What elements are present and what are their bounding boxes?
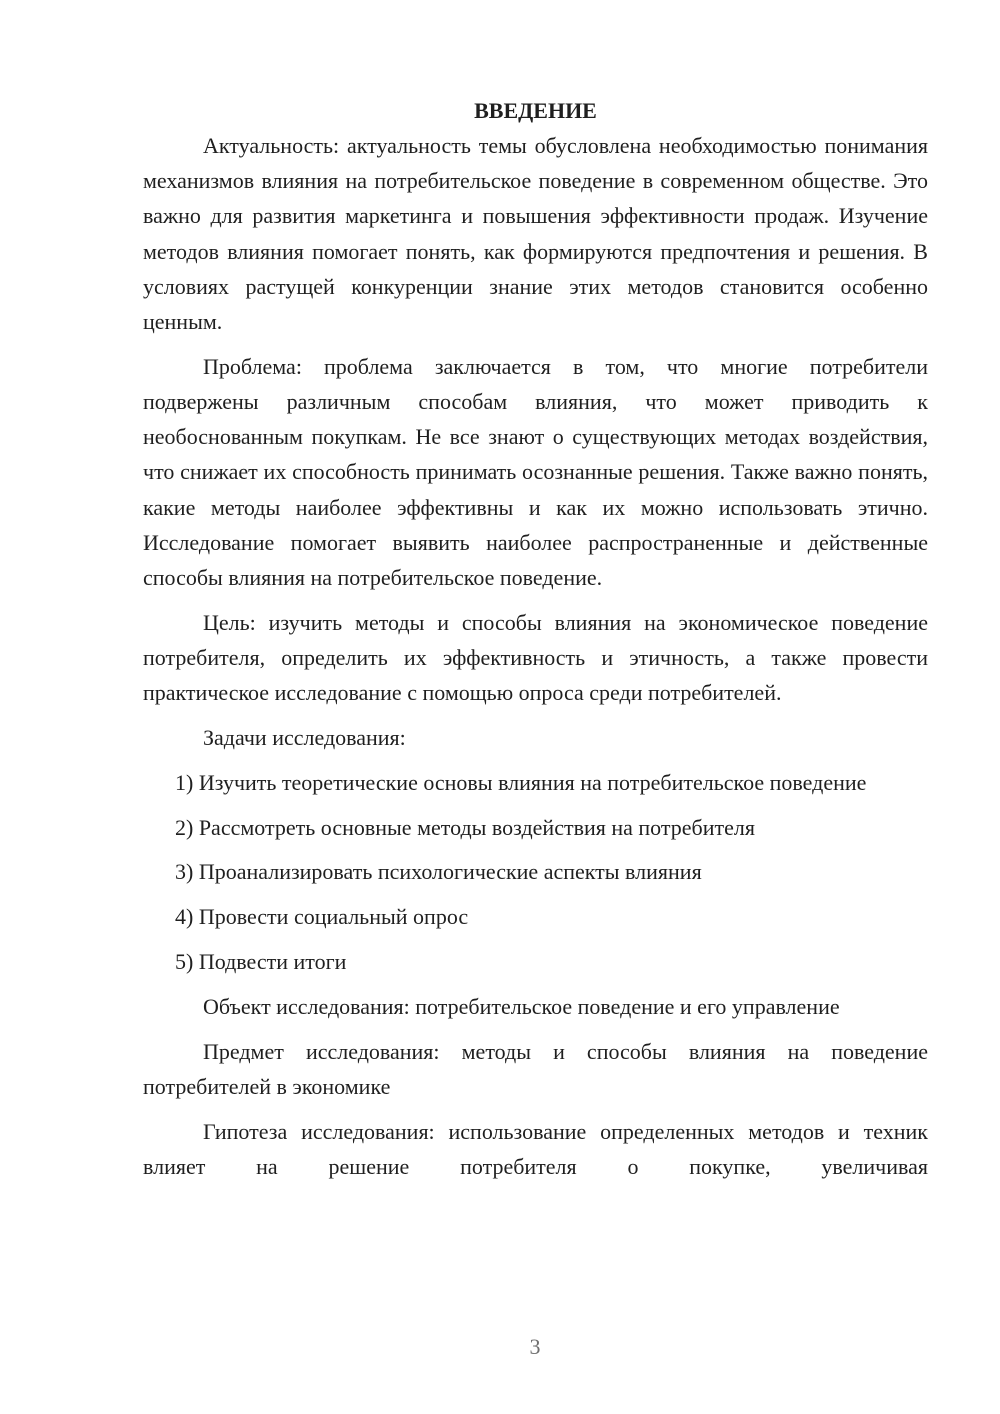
paragraph-object: Объект исследования: потребительское поведение и его управление <box>203 993 840 1019</box>
task-item-1: 1) Изучить теоретические основы влияния на потребительское поведение <box>175 769 867 795</box>
task-item-3: 3) Проанализировать психологические аспекты влияния <box>175 859 702 885</box>
page-number: 3 <box>529 1334 541 1359</box>
tasks-heading: Задачи исследования: <box>203 725 406 751</box>
paragraph-hypothesis: Гипотеза исследования: использование определенных методов и техник влияет на решение потребителя о покупке, увеличивая <box>143 1118 928 1179</box>
page-content <box>143 93 928 1184</box>
page-title: ВВЕДЕНИЕ <box>474 98 597 123</box>
paragraph-problem: Проблема: проблема заключается в том, что многие потребители подвержены различным способам влияния, что может приводить к необоснованным покупкам. Не все знают о существующих методах воздействия, что снижает их способность принимать осознанные решения. Также важно понять, какие методы наиболее эффективны и как их можно использовать этично. Исследование помогает выявить наиболее распространенные и действенные способы влияния на потребительское поведение. <box>143 353 928 591</box>
task-item-4: 4) Провести социальный опрос <box>175 904 469 930</box>
paragraph-relevance: Актуальность: актуальность темы обусловлена необходимостью понимания механизмов влияния на потребительское поведение в современном обществе. Это важно для развития маркетинга и повышения эффективности продаж. Изучение методов влияния помогает понять, как формируются предпочтения и решения. В условиях растущей конкуренции знание этих методов становится особенно ценным. <box>143 133 928 335</box>
paragraph-goal: Цель: изучить методы и способы влияния на экономическое поведение потребителя, определить их эффективность и этичность, а также провести практическое исследование с помощью опроса среди потребителей. <box>143 609 928 706</box>
task-item-2: 2) Рассмотреть основные методы воздействия на потребителя <box>175 814 755 840</box>
task-item-5: 5) Подвести итоги <box>175 949 347 975</box>
paragraph-subject: Предмет исследования: методы и способы влияния на поведение потребителей в экономике <box>143 1038 928 1099</box>
